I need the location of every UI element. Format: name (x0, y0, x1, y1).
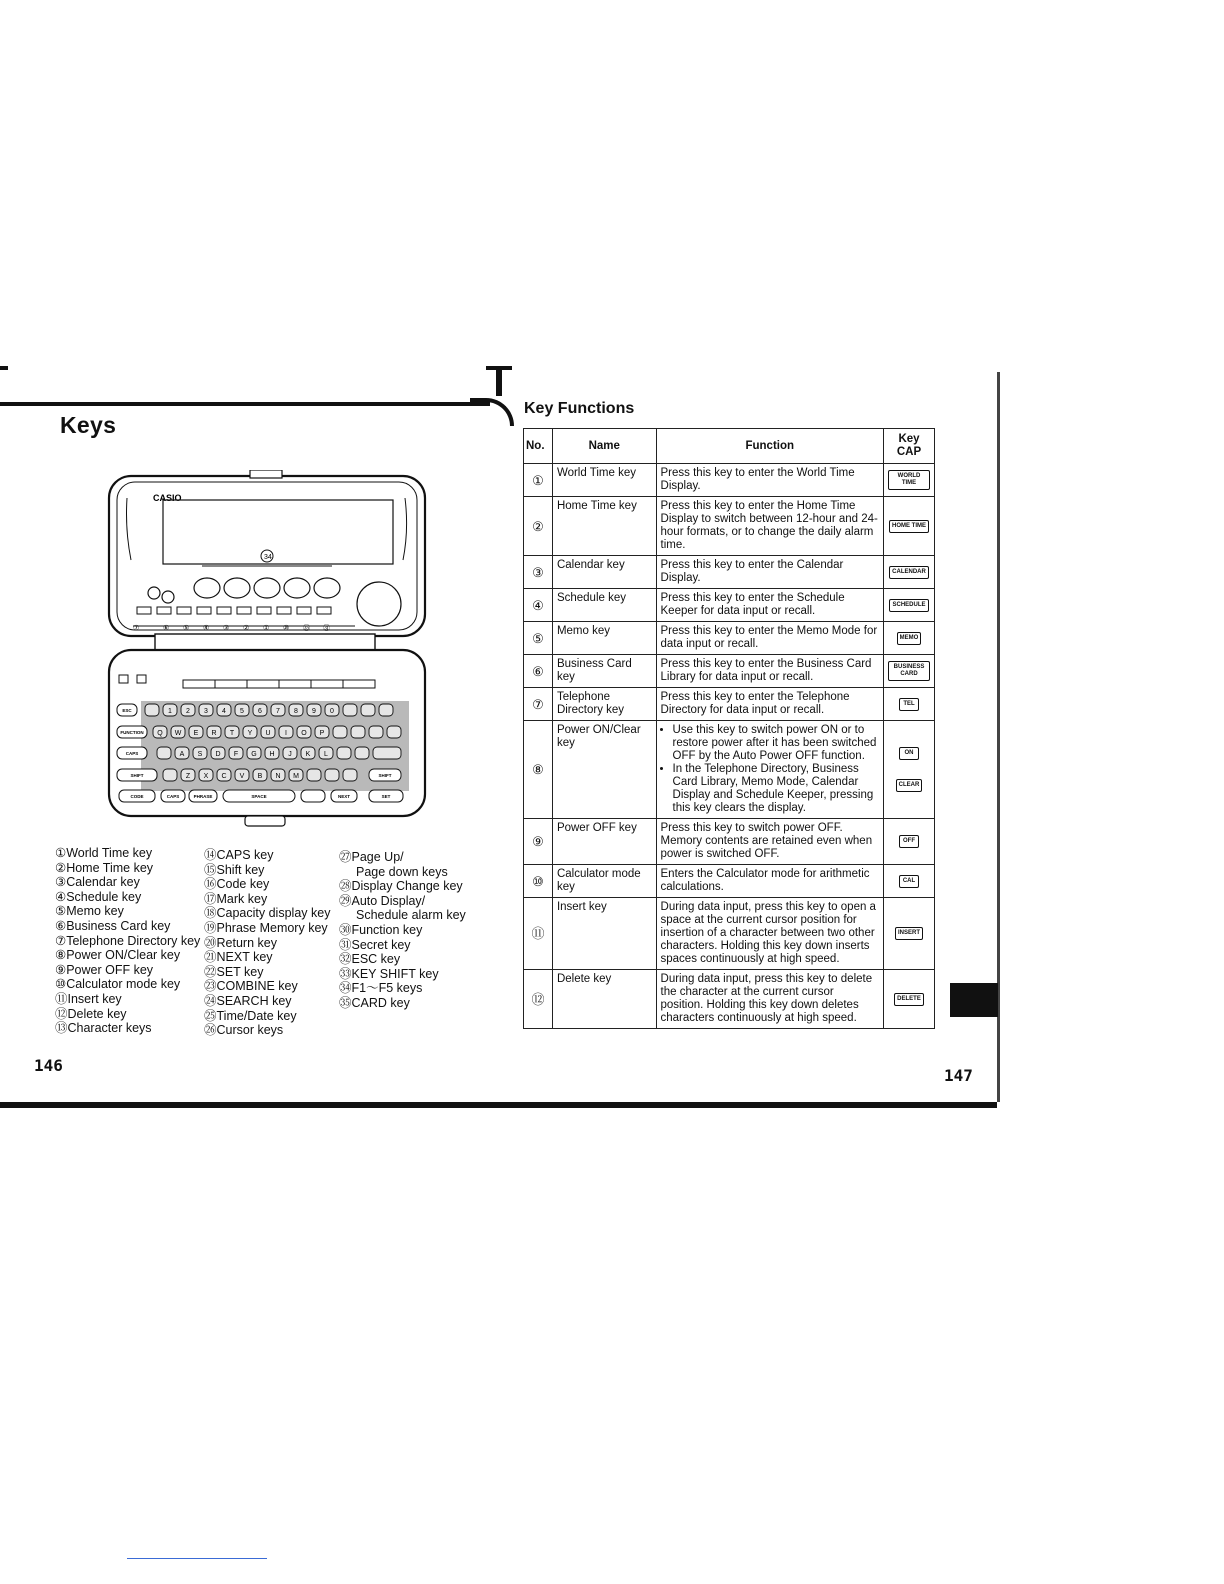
table-row (524, 464, 935, 497)
table-row (524, 898, 935, 970)
key-cap-cell (884, 688, 935, 721)
key-function: Press this key to switch power OFF. Memory contents are retained even when power is switched OFF. (656, 819, 883, 865)
key-cap-cell (884, 589, 935, 622)
legend-item: ㉗Page Up/ (339, 850, 404, 864)
device-key-label: A (179, 751, 185, 758)
legend-item: ⑮Shift key (204, 862, 265, 877)
legend-item: ⑧Power ON/Clear key (55, 948, 181, 963)
top-rule (0, 402, 490, 406)
key-cap-cell (884, 819, 935, 865)
key-function: During data input, press this key to open a space at the current cursor position for insertion of a character between two other characters. Holding this key down inserts spaces continuously at high speed. (656, 898, 883, 970)
key-function: Enters the Calculator mode for arithmetic calculations. (656, 865, 883, 898)
key-name: Delete key (552, 970, 656, 1029)
legend-item: Page down keys (356, 864, 448, 879)
svg-text:④: ④ (203, 625, 210, 632)
legend-item: ⑥Business Card key (55, 918, 171, 933)
legend-item: ⑩Calculator mode key (55, 977, 181, 992)
row-number: ④ (524, 589, 553, 622)
device-key-label: 9 (312, 708, 316, 715)
key-cap-icon: SCHEDULE (889, 599, 928, 612)
svg-text:PHRASE: PHRASE (193, 794, 213, 799)
device-key-label: U (265, 730, 271, 737)
table-row (524, 819, 935, 865)
function-bullet: • In the Telephone Directory, Business Card Library, Memo Mode, Calendar Display and Schedule Keeper, pressing this key clears the display. (673, 763, 879, 815)
device-key-label: Q (157, 730, 163, 737)
key-functions-table (523, 428, 935, 1029)
svg-text:SHIFT: SHIFT (130, 773, 144, 778)
legend-item: ⑱Capacity display key (204, 906, 331, 921)
legend-item: ㉓COMBINE key (204, 979, 298, 994)
device-key-label: B (257, 773, 263, 780)
table-row (524, 865, 935, 898)
device-key-label: N (275, 773, 281, 780)
key-cap-cell (884, 970, 935, 1029)
svg-text:㉛: ㉛ (323, 625, 330, 632)
legend-item: ⑭CAPS key (204, 848, 274, 862)
table-row (524, 655, 935, 688)
device-key-label: W (174, 730, 182, 737)
device-key-label: J (288, 751, 292, 758)
key-cap-icon: DELETE (894, 993, 924, 1006)
row-number: ③ (524, 556, 553, 589)
key-function: Press this key to enter the Calendar Display. (656, 556, 883, 589)
legend-item: ㉛Secret key (339, 937, 411, 952)
row-number: ⑥ (524, 655, 553, 688)
legend-item: ①World Time key (55, 846, 153, 860)
device-key-label: D (215, 751, 221, 758)
key-function: Press this key to enter the World Time Display. (656, 464, 883, 497)
key-function: Press this key to enter the Home Time Display to switch between 12-hour and 24-hour formats, or to change the daily alarm time. (656, 497, 883, 556)
key-cap-cell (884, 655, 935, 688)
row-number: ⑦ (524, 688, 553, 721)
device-key-label: 5 (240, 708, 244, 715)
legend-item: ⑳Return key (204, 935, 277, 950)
legend-item: ⑤Memo key (55, 904, 124, 919)
table-row (524, 622, 935, 655)
device-key-label: 3 (204, 708, 208, 715)
key-name: Telephone Directory key (552, 688, 656, 721)
legend-item: ⑬Character keys (55, 1021, 152, 1036)
top-rule-curve (470, 398, 514, 426)
device-key-label: Y (247, 730, 253, 737)
legend-column-3 (339, 850, 466, 1011)
device-key-label: S (197, 751, 203, 758)
device-illustration (105, 470, 430, 830)
legend-item: ⑪Insert key (55, 991, 122, 1006)
device-key-label: K (305, 751, 311, 758)
device-key-label: 7 (276, 708, 280, 715)
key-name: Insert key (552, 898, 656, 970)
table-row (524, 497, 935, 556)
svg-text:NEXT: NEXT (337, 794, 351, 799)
svg-text:⑩: ⑩ (283, 625, 290, 632)
bottom-rule (0, 1102, 997, 1108)
legend-item: Schedule alarm key (356, 908, 466, 923)
legend-item: ⑲Phrase Memory key (204, 920, 328, 935)
row-number: ⑧ (524, 721, 553, 819)
svg-text:②: ② (243, 625, 250, 632)
legend-item: ㉟CARD key (339, 995, 410, 1010)
legend-item: ㉜ESC key (339, 952, 401, 967)
function-bullet: • Use this key to switch power ON or to restore power after it has been switched OFF by the Auto Power OFF function. (673, 724, 879, 763)
device-key-label: E (193, 730, 199, 737)
key-name: Business Card key (552, 655, 656, 688)
svg-text:⑦: ⑦ (133, 625, 140, 632)
row-number: ① (524, 464, 553, 497)
fold-mark (496, 368, 502, 396)
row-number: ⑨ (524, 819, 553, 865)
table-row (524, 688, 935, 721)
device-key-label: X (203, 773, 209, 780)
key-cap-cell (884, 556, 935, 589)
row-number: ⑫ (524, 970, 553, 1029)
legend-item: ㉘Display Change key (339, 879, 463, 894)
table-header-row (524, 429, 935, 464)
key-name: Calendar key (552, 556, 656, 589)
page-number-left: 146 (34, 1056, 63, 1075)
brand-logo: CASIO (153, 493, 182, 503)
svg-text:SHIFT: SHIFT (378, 773, 392, 778)
key-cap-icon: CAL (899, 875, 919, 888)
key-cap-icon: ON (899, 747, 919, 760)
svg-text:ESC: ESC (122, 708, 132, 713)
svg-text:⑤: ⑤ (183, 625, 190, 632)
row-number: ② (524, 497, 553, 556)
legend-item: ㉝KEY SHIFT key (339, 966, 439, 981)
svg-text:SET: SET (381, 794, 391, 799)
page-title-key-functions: Key Functions (524, 400, 635, 417)
svg-text:SPACE: SPACE (251, 794, 267, 799)
key-cap-icon: CLEAR (896, 779, 923, 792)
key-function (656, 721, 883, 819)
device-key-label: Z (185, 773, 191, 780)
table-row (524, 556, 935, 589)
legend-item: ㉙Auto Display/ (339, 893, 426, 908)
legend-item: ㉕Time/Date key (204, 1008, 297, 1023)
key-function: Press this key to enter the Telephone Directory for data input or recall. (656, 688, 883, 721)
table-row (524, 970, 935, 1029)
key-name: World Time key (552, 464, 656, 497)
svg-text:㉟: ㉟ (303, 625, 310, 632)
legend-item: ⑦Telephone Directory key (55, 933, 201, 948)
legend-item: ②Home Time key (55, 860, 154, 875)
device-key-label: I (285, 730, 287, 737)
device-key-label: T (229, 730, 235, 737)
key-function: Press this key to enter the Memo Mode for data input or recall. (656, 622, 883, 655)
header-key-cap: Key CAP (884, 429, 935, 464)
device-key-label: L (324, 751, 328, 758)
device-key-label: C (221, 773, 227, 780)
legend-item: ㉞F1～F5 keys (339, 981, 423, 996)
device-key-label: H (269, 751, 275, 758)
corner-mark (0, 366, 8, 370)
key-function: Press this key to enter the Business Card Library for data input or recall. (656, 655, 883, 688)
key-function: During data input, press this key to delete the character at the current cursor position. Holding this key down deletes characters continuously at high speed. (656, 970, 883, 1029)
footer-link-line (127, 1558, 267, 1559)
legend-item: ㉔SEARCH key (204, 993, 292, 1008)
svg-text:③: ③ (223, 625, 230, 632)
legend-column-2 (204, 848, 330, 1038)
key-cap-cell (884, 464, 935, 497)
legend-item: ㉑NEXT key (204, 950, 273, 965)
key-cap-cell (884, 865, 935, 898)
legend-item: ㉒SET key (204, 964, 264, 979)
key-cap-icon: BUSINESS CARD (888, 661, 930, 681)
key-cap-cell (884, 898, 935, 970)
page-title-keys: Keys (60, 412, 117, 438)
key-name: Power ON/Clear key (552, 721, 656, 819)
device-key-label: O (301, 730, 307, 737)
device-key-label: 6 (258, 708, 262, 715)
svg-text:CAPS: CAPS (125, 751, 139, 756)
key-name: Home Time key (552, 497, 656, 556)
device-key-label: F (233, 751, 239, 758)
key-cap-icon: WORLD TIME (888, 470, 930, 490)
key-cap-icon: OFF (899, 835, 919, 848)
key-cap-icon: TEL (899, 698, 919, 711)
svg-text:⑥: ⑥ (163, 625, 170, 632)
table-row (524, 589, 935, 622)
header-name: Name (552, 429, 656, 464)
legend-item: ⑰Mark key (204, 891, 268, 906)
key-cap-cell (884, 622, 935, 655)
device-key-label: 4 (222, 708, 226, 715)
legend-item: ③Calendar key (55, 875, 140, 890)
device-key-label: 2 (186, 708, 190, 715)
device-key-label: G (251, 751, 257, 758)
key-name: Calculator mode key (552, 865, 656, 898)
key-name: Schedule key (552, 589, 656, 622)
header-no: No. (524, 429, 553, 464)
legend-item: ④Schedule key (55, 889, 142, 904)
section-tab (950, 983, 998, 1017)
row-number: ⑩ (524, 865, 553, 898)
device-key-label: 8 (294, 708, 298, 715)
legend-item: ⑯Code key (204, 877, 270, 892)
key-cap-icon: HOME TIME (889, 520, 929, 533)
legend-item: ㉖Cursor keys (204, 1023, 284, 1038)
key-cap-icon: MEMO (897, 632, 922, 645)
svg-text:34: 34 (264, 554, 272, 561)
legend-item: ⑨Power OFF key (55, 962, 154, 977)
device-key-label: 1 (168, 708, 172, 715)
key-cap-icon: CALENDAR (889, 566, 929, 579)
header-function: Function (656, 429, 883, 464)
device-key-label: V (239, 773, 245, 780)
svg-text:CODE: CODE (130, 794, 144, 799)
svg-text:FUNCTION: FUNCTION (120, 730, 144, 735)
legend-item: ⑫Delete key (55, 1006, 127, 1021)
key-function: Press this key to enter the Schedule Keeper for data input or recall. (656, 589, 883, 622)
legend-column-1 (55, 846, 200, 1036)
key-name: Power OFF key (552, 819, 656, 865)
device-key-label: M (293, 773, 299, 780)
device-key-label: P (319, 730, 325, 737)
key-cap-icon: INSERT (895, 927, 923, 940)
page-number-right: 147 (944, 1066, 973, 1085)
device-key-label: 0 (330, 708, 334, 715)
legend-item: ㉚Function key (339, 922, 423, 937)
table-row (524, 721, 935, 819)
device-key-label: R (211, 730, 217, 737)
row-number: ⑤ (524, 622, 553, 655)
key-cap-cell (884, 497, 935, 556)
key-name: Memo key (552, 622, 656, 655)
key-cap-cell (884, 721, 935, 819)
svg-text:①: ① (263, 625, 270, 632)
row-number: ⑪ (524, 898, 553, 970)
svg-text:CAPS: CAPS (166, 794, 180, 799)
